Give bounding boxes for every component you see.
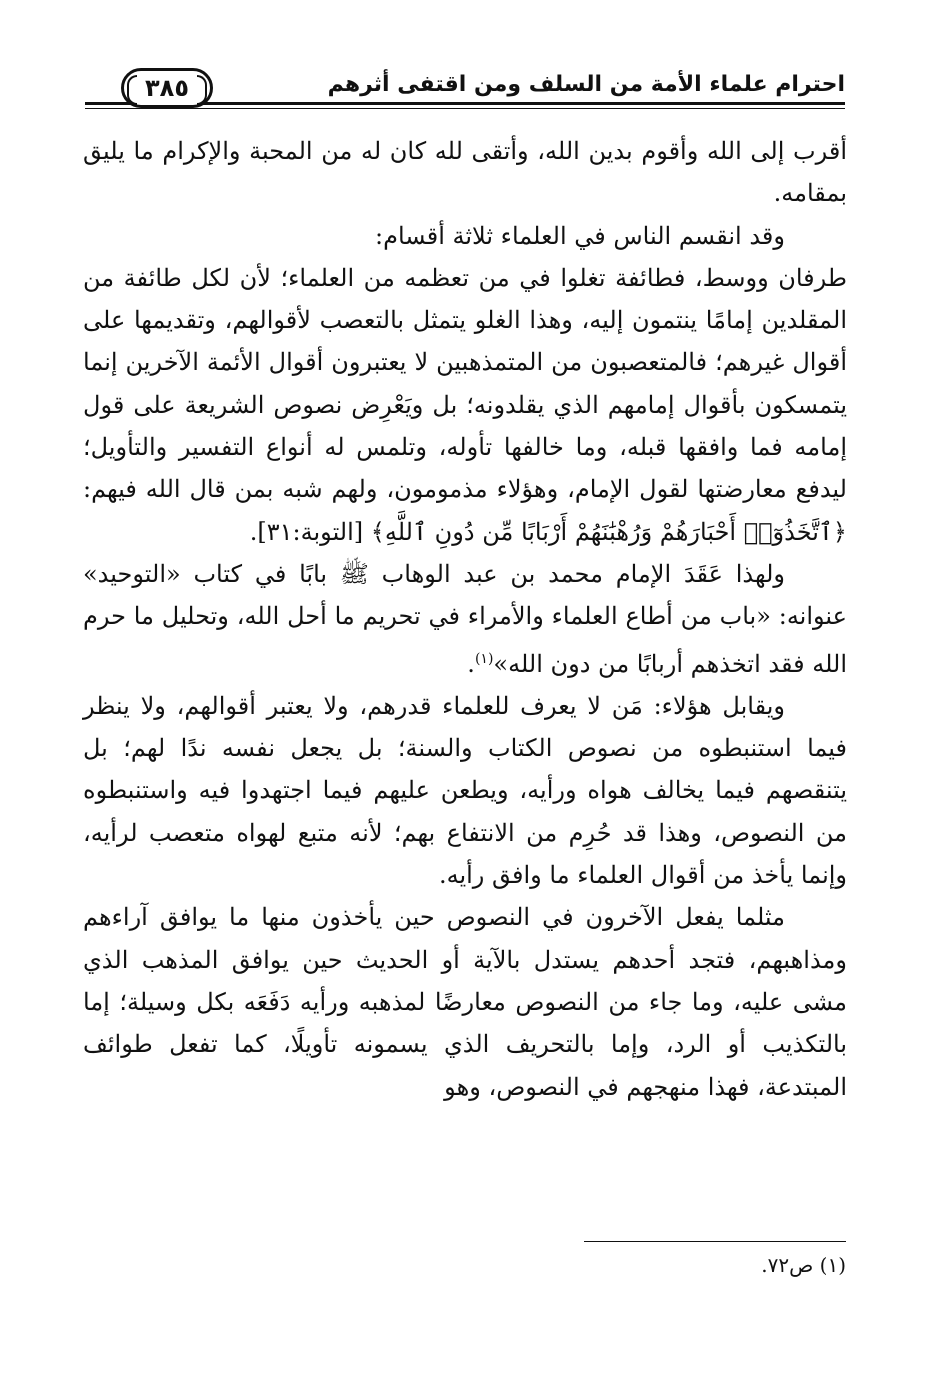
page-header bbox=[85, 68, 845, 118]
paragraph-6: مثلما يفعل الآخرون في النصوص حين يأخذون منها ما يوافق آراءهم ومذاهبهم، فتجد أحدهم يستدل بالآية أو الحديث حين يوافق المذهب الذي مشى عليه، وما جاء من النصوص معارضًا لمذهبه ورأيه دَفَعَه بكل وسيلة؛ إما بالتكذيب أو الرد، وإما بالتحريف الذي يسمونه تأويلًا، كما تفعل طوائف المبتدعة، فهذا منهجهم في النصوص، وهو bbox=[83, 903, 847, 1101]
footnote-separator bbox=[584, 1241, 846, 1242]
paragraph-2: وقد انقسم الناس في العلماء ثلاثة أقسام: bbox=[375, 221, 785, 250]
footnote: (١) ص٧٢. bbox=[761, 1253, 846, 1277]
paragraph-4-text: ولهذا عَقَدَ الإمام محمد بن عبد الوهاب ﷺ بابًا في كتاب «التوحيد» عنوانه: «باب من أطاع العلماء والأمراء في تحريم ما أحل الله، وتحليل ما حرم الله فقد اتخذهم أربابًا من دون الله» bbox=[83, 559, 847, 678]
paragraph-4: ولهذا عَقَدَ الإمام محمد بن عبد الوهاب ﷺ بابًا في كتاب «التوحيد» عنوانه: «باب من أطاع العلماء والأمراء في تحريم ما أحل الله، وتحليل ما حرم الله فقد اتخذهم أربابًا من دون الله»$^{(١)}$. bbox=[83, 559, 847, 678]
footnote-marker[interactable]: (١) bbox=[474, 650, 494, 667]
paragraph-1: أقرب إلى الله وأقوم بدين الله، وأتقى لله كان له من المحبة والإكرام ما يليق بمقامه. bbox=[83, 137, 847, 208]
paragraph-5: ويقابل هؤلاء: مَن لا يعرف للعلماء قدرهم، ولا يعتبر أقوالهم، ولا ينظر فيما استنبطوه من نصوص الكتاب والسنة؛ بل يجعل نفسه ندًا لهم؛ بل يتنقصهم فيما يخالف هواه ورأيه، ويطعن عليهم فيما اجتهدوا فيه واستنبطوه من النصوص، وهذا قد حُرِم من الانتفاع بهم؛ لأنه متبع لهواه متعصب لرأيه، وإنما يأخذ من أقوال العلماء ما وافق رأيه. bbox=[83, 691, 847, 890]
running-title: احترام علماء الأمة من السلف ومن اقتفى أثرهم bbox=[316, 72, 845, 97]
page-number-badge: ٣٨٥ bbox=[121, 68, 213, 108]
paragraph-3: طرفان ووسط، فطائفة تغلوا في من تعظمه من العلماء؛ لأن لكل طائفة من المقلدين إمامًا ينتمون إليه، وهذا الغلو يتمثل بالتعصب لأقوالهم، وتقديمها على أقوال غيرهم؛ فالمتعصبون من المتمذهبين لا يعتبرون أقوال الأئمة الآخرين إنما يتمسكون بأقوال إمامهم الذي يقلدونه؛ بل ويَعْرِض نصوص الشريعة على قول إمامه فما وافقها قبله، وما خالفها تأوله، وتلمس له أنواع التفسير والتأويل؛ ليدفع معارضتها لقول الإمام، وهؤلاء مذمومون، ولهم شبه بمن قال الله فيهم: ﴿ٱتَّخَذُوٓا۟ أَحْبَارَهُمْ وَرُهْبَٰنَهُمْ أَرْبَابًا مِّن دُونِ ٱللَّهِ﴾ [التوبة:٣١]. bbox=[83, 263, 847, 546]
main-text bbox=[83, 130, 847, 1108]
